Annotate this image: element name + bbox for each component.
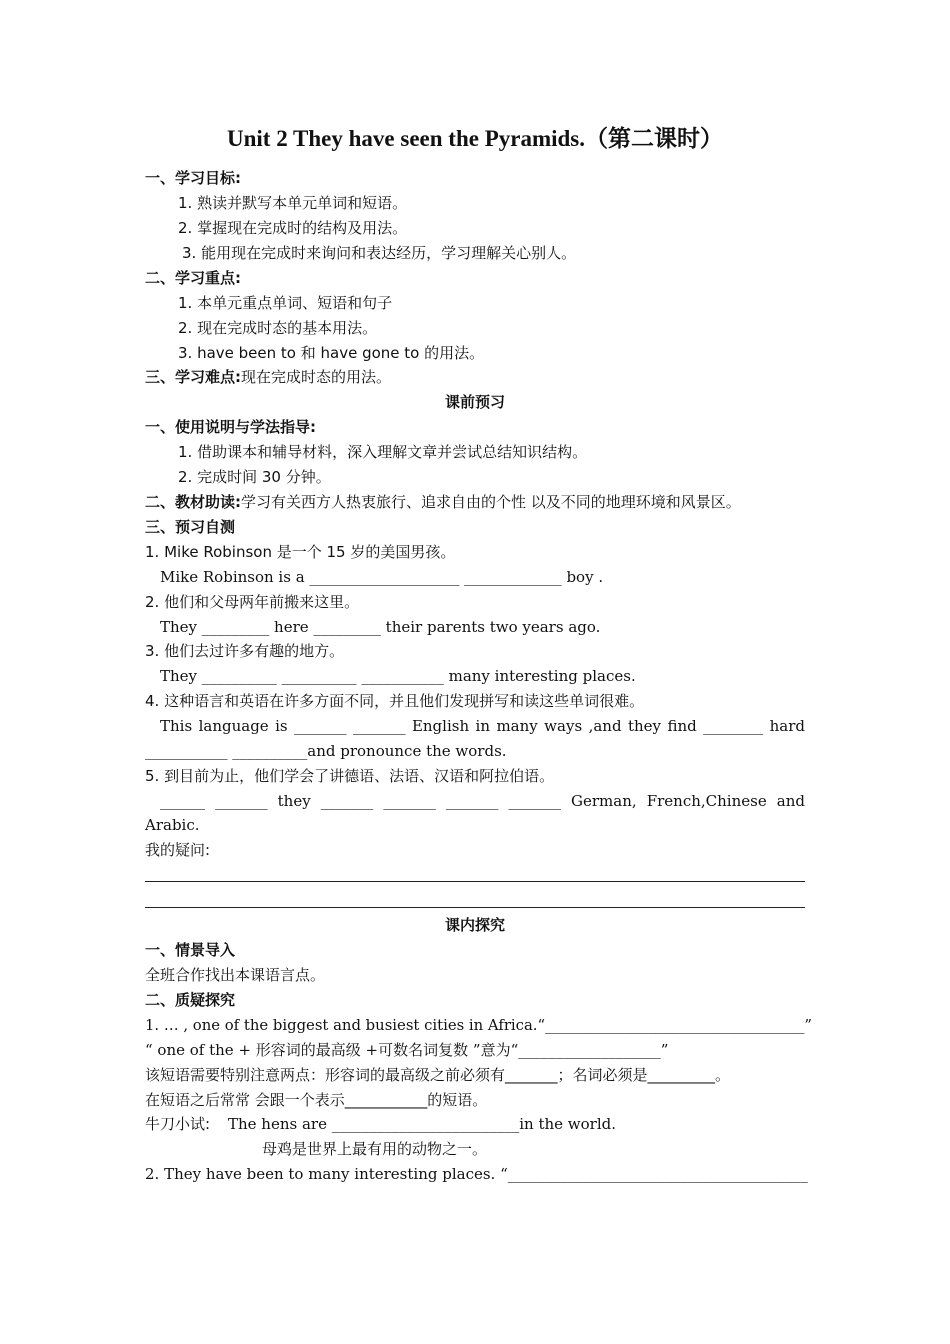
q1-chinese: 1. Mike Robinson 是一个 15 岁的美国男孩。 bbox=[145, 543, 456, 561]
reading-heading: 二、教材助读: bbox=[145, 493, 241, 511]
q2-chinese: 2. 他们和父母两年前搬来这里。 bbox=[145, 593, 360, 611]
inquiry-note-2: 在短语之后常常 会跟一个表示___________的短语。 bbox=[145, 1091, 488, 1109]
goal-item: 3. 能用现在完成时来询问和表达经历，学习理解关心别人。 bbox=[182, 244, 577, 262]
guide-item: 1. 借助课本和辅导材料，深入理解文章并尝试总结知识结构。 bbox=[178, 443, 588, 461]
reading-text: 学习有关西方人热衷旅行、追求自由的个性 以及不同的地理环境和风景区。 bbox=[241, 493, 741, 511]
answer-line bbox=[145, 907, 805, 908]
trial-english: The hens are _________________________in the world. bbox=[228, 1115, 617, 1133]
answer-line bbox=[145, 881, 805, 882]
difficulty-text: 现在完成时态的用法。 bbox=[241, 368, 392, 386]
q5-english-line1: ______ _______ they _______ _______ _______ _______ German, French,Chinese and bbox=[160, 792, 805, 810]
inquiry-note-1: 该短语需要特别注意两点：形容词的最高级之前必须有_______；名词必须是_________。 bbox=[145, 1066, 731, 1084]
goals-heading: 一、学习目标: bbox=[145, 169, 241, 187]
reading-line bbox=[145, 492, 741, 512]
q4-english-line1: This language is _______ _______ English in many ways ,and they find ________ hard bbox=[160, 717, 805, 735]
trial-chinese: 母鸡是世界上最有用的动物之一。 bbox=[262, 1140, 488, 1158]
inquiry-item-1: 1. … , one of the biggest and busiest cities in Africa.“___________________________________” bbox=[145, 1016, 813, 1034]
q3-english: They __________ __________ ___________ many interesting places. bbox=[160, 667, 636, 685]
q5-english-line2: Arabic. bbox=[145, 816, 200, 834]
difficulty-line bbox=[145, 367, 391, 387]
intro-heading: 一、情景导入 bbox=[145, 941, 236, 959]
key-point-item: 1. 本单元重点单词、短语和句子 bbox=[178, 294, 393, 312]
q4-english-line2: ___________ __________and pronounce the words. bbox=[145, 742, 507, 760]
page-title: Unit 2 They have seen the Pyramids.（第二课时） bbox=[227, 126, 723, 151]
questions-label: 我的疑问: bbox=[145, 841, 211, 859]
inquiry-pattern: “ one of the + 形容词的最高级 +可数名词复数 ”意为“___________________” bbox=[145, 1041, 669, 1059]
goal-item: 1. 熟读并默写本单元单词和短语。 bbox=[178, 194, 408, 212]
goal-item: 2. 掌握现在完成时的结构及用法。 bbox=[178, 219, 408, 237]
q2-english: They _________ here _________ their parents two years ago. bbox=[160, 618, 601, 636]
q3-chinese: 3. 他们去过许多有趣的地方。 bbox=[145, 642, 345, 660]
inquiry-item-2: 2. They have been to many interesting places. “________________________________________ bbox=[145, 1165, 808, 1183]
q5-chinese: 5. 到目前为止，他们学会了讲德语、法语、汉语和阿拉伯语。 bbox=[145, 767, 555, 785]
key-point-item: 3. have been to 和 have gone to 的用法。 bbox=[178, 344, 485, 362]
guide-item: 2. 完成时间 30 分钟。 bbox=[178, 468, 331, 486]
inquiry-heading: 二、质疑探究 bbox=[145, 991, 236, 1009]
difficulty-heading: 三、学习难点: bbox=[145, 368, 241, 386]
self-test-heading: 三、预习自测 bbox=[145, 518, 236, 536]
preview-heading: 课前预习 bbox=[444, 393, 505, 411]
q4-chinese: 4. 这种语言和英语在许多方面不同，并且他们发现拼写和读这些单词很难。 bbox=[145, 692, 645, 710]
trial-label: 牛刀小试: bbox=[145, 1115, 211, 1133]
key-points-heading: 二、学习重点: bbox=[145, 269, 241, 287]
key-point-item: 2. 现在完成时态的基本用法。 bbox=[178, 319, 378, 337]
guide-heading: 一、使用说明与学法指导: bbox=[145, 418, 316, 436]
q1-english: Mike Robinson is a ____________________ _____________ boy . bbox=[160, 568, 604, 586]
explore-heading: 课内探究 bbox=[444, 916, 505, 934]
intro-text: 全班合作找出本课语言点。 bbox=[145, 966, 326, 984]
